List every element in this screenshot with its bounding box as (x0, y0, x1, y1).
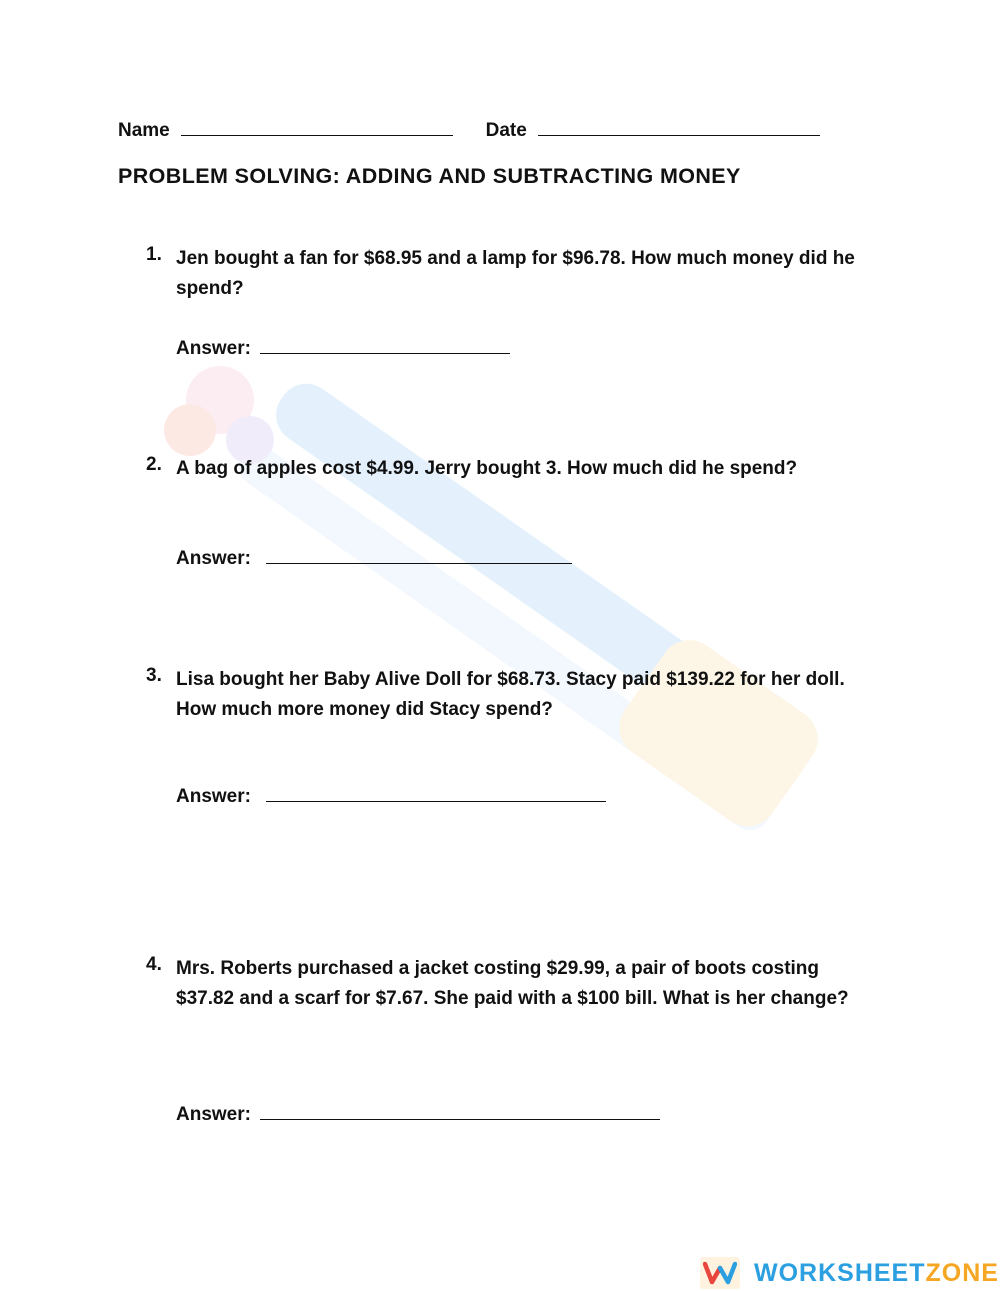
logo-text-worksheet: WORKSHEET (754, 1258, 926, 1287)
name-label: Name (118, 120, 170, 141)
question-1-number: 1. (146, 244, 162, 265)
answer-2-blank[interactable] (266, 545, 572, 564)
w-logo-icon (703, 1261, 737, 1285)
question-3-text: Lisa bought her Baby Alive Doll for $68.73. Stacy paid $139.22 for her doll. How much more money did Stacy spend? (176, 669, 845, 720)
question-4-number: 4. (146, 954, 162, 975)
question-2-text: A bag of apples cost $4.99. Jerry bought 3. How much did he spend? (176, 458, 798, 479)
logo-mark (700, 1257, 740, 1289)
answer-label: Answer: (176, 1104, 251, 1125)
answer-3-blank[interactable] (266, 783, 606, 802)
answer-label: Answer: (176, 786, 251, 807)
answer-1-blank[interactable] (260, 335, 510, 354)
question-2-number: 2. (146, 454, 162, 475)
date-label: Date (485, 120, 527, 141)
answer-4-blank[interactable] (260, 1101, 660, 1120)
question-4-answer (176, 1101, 660, 1126)
question-2-answer (176, 545, 572, 570)
name-date-line (118, 117, 820, 142)
worksheetzone-logo (700, 1256, 999, 1290)
page-title: PROBLEM SOLVING: ADDING AND SUBTRACTING MONEY (118, 164, 741, 188)
date-blank[interactable] (538, 117, 820, 136)
question-4-text: Mrs. Roberts purchased a jacket costing $29.99, a pair of boots costing $37.82 and a scarf for $7.67. She paid with a $100 bill. What is her change? (176, 958, 849, 1009)
answer-label: Answer: (176, 338, 251, 359)
logo-text-zone: ZONE (925, 1258, 999, 1287)
answer-label: Answer: (176, 548, 251, 569)
question-1-answer (176, 335, 510, 360)
question-3-answer (176, 783, 606, 808)
question-1-text: Jen bought a fan for $68.95 and a lamp for $96.78. How much money did he spend? (176, 248, 855, 299)
watermark-graphic (130, 290, 890, 970)
name-blank[interactable] (181, 117, 453, 136)
question-3-number: 3. (146, 665, 162, 686)
